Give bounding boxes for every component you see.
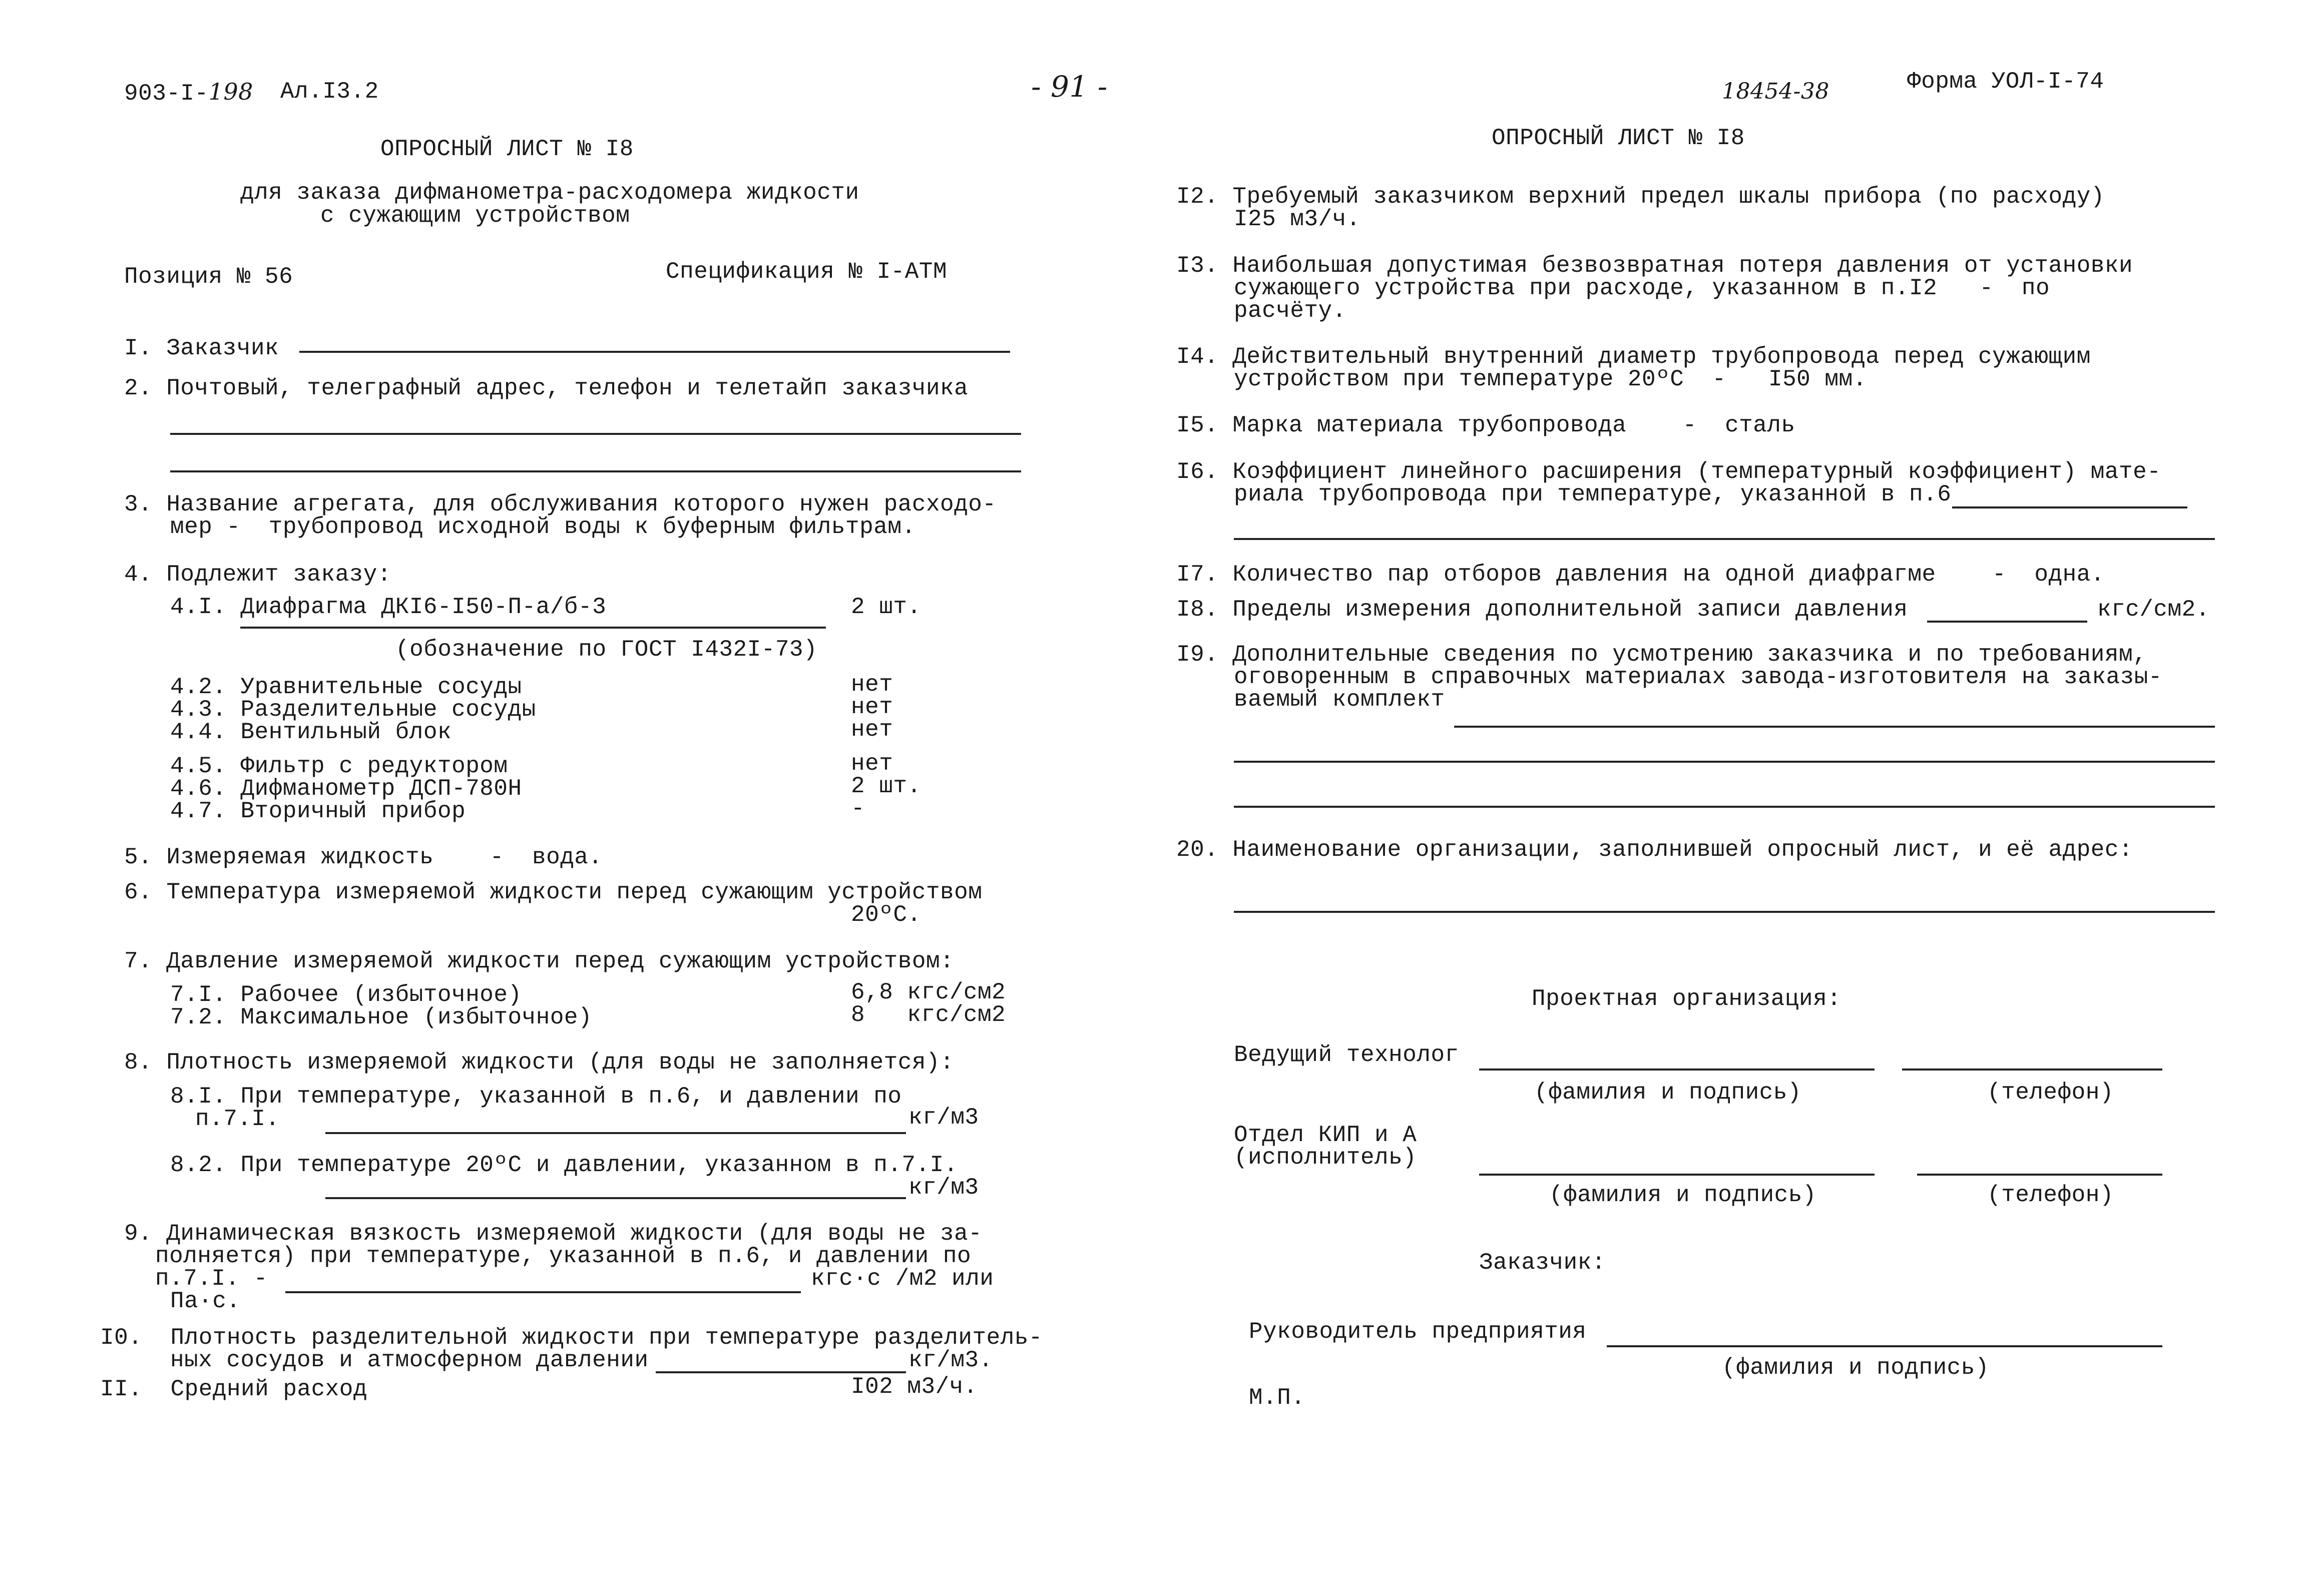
- item-4-1-underline: [240, 627, 826, 629]
- inventory-number: 18454-38: [1722, 79, 1829, 104]
- item-18-label: I8. Пределы измерения дополнительной записи давления: [1176, 597, 1908, 623]
- caption-phone-1: (телефон): [1987, 1080, 2114, 1106]
- lead-technologist-phone-field[interactable]: [1902, 1069, 2162, 1071]
- item-8-2-line-1: 8.2. При температуре 20ºС и давлении, указанном в п.7.I.: [170, 1152, 958, 1178]
- item-15-material: I5. Марка материала трубопровода - сталь: [1176, 412, 1795, 438]
- item-2-field-2[interactable]: [170, 470, 1021, 472]
- item-20-field[interactable]: [1234, 911, 2215, 913]
- item-1-field[interactable]: [299, 351, 1010, 353]
- item-12-line-2: I25 м3/ч.: [1234, 206, 1360, 232]
- item-14-line-1: I4. Действительный внутренний диаметр трубопровода перед сужающим: [1176, 344, 2091, 370]
- dept-label-line-2: (исполнитель): [1234, 1145, 1417, 1171]
- item-4-5-label: 4.5. Фильтр с редуктором: [170, 753, 508, 779]
- item-4-1-qty: 2 шт.: [851, 594, 921, 620]
- doc-code-text: 903-I-: [124, 81, 209, 107]
- item-3-line-2: мер - трубопровод исходной воды к буферным фильтрам.: [170, 514, 916, 540]
- lead-technologist-signature-field[interactable]: [1479, 1069, 1875, 1071]
- item-4-2-label: 4.2. Уравнительные сосуды: [170, 674, 522, 700]
- item-4-order: 4. Подлежит заказу:: [124, 562, 391, 588]
- item-8-density: 8. Плотность измеряемой жидкости (для воды не заполняется):: [124, 1049, 955, 1076]
- item-9-line-3b: кгс·с /м2 или: [811, 1266, 994, 1292]
- item-6-value: 20ºС.: [851, 902, 921, 928]
- item-8-2-unit: кг/м3: [908, 1175, 979, 1201]
- caption-name-3: (фамилия и подпись): [1722, 1355, 1989, 1381]
- left-subtitle-2: с сужающим устройством: [320, 203, 630, 229]
- item-4-3-value: нет: [851, 694, 893, 720]
- item-18-field[interactable]: [1927, 621, 2087, 623]
- item-2-field-1[interactable]: [170, 433, 1021, 435]
- item-10-line-2a: ных сосудов и атмосферном давлении: [170, 1347, 649, 1373]
- item-8-2-field[interactable]: [325, 1197, 906, 1199]
- item-20-organization: 20. Наименование организации, заполнившей опросный лист, и её адрес:: [1176, 837, 2133, 863]
- item-4-1-note: (обозначение по ГОСТ I432I-73): [395, 637, 818, 663]
- item-16-field-1[interactable]: [1952, 506, 2187, 508]
- item-8-1-line-2: п.7.I.: [195, 1106, 280, 1132]
- item-1-customer: I. Заказчик: [124, 335, 279, 361]
- item-4-4-value: нет: [851, 717, 893, 743]
- right-title: ОПРОСНЫЙ ЛИСТ № I8: [1492, 125, 1745, 151]
- item-2-address: 2. Почтовый, телеграфный адрес, телефон и телетайп заказчика: [124, 375, 969, 401]
- caption-phone-2: (телефон): [1987, 1182, 2114, 1208]
- item-4-4-label: 4.4. Вентильный блок: [170, 719, 452, 745]
- item-10-field[interactable]: [656, 1371, 906, 1373]
- item-13-line-1: I3. Наибольшая допустимая безвозвратная потеря давления от установки: [1176, 253, 2133, 279]
- item-19-line-1: I9. Дополнительные сведения по усмотрению заказчика и по требованиям,: [1176, 642, 2147, 668]
- left-title: ОПРОСНЫЙ ЛИСТ № I8: [380, 136, 634, 162]
- item-7-2-label: 7.2. Максимальное (избыточное): [170, 1004, 593, 1030]
- item-4-6-label: 4.6. Дифманометр ДСП-780Н: [170, 776, 522, 802]
- item-12-line-1: I2. Требуемый заказчиком верхний предел шкалы прибора (по расходу): [1176, 184, 2105, 210]
- item-4-1-label: 4.I. Диафрагма ДКI6-I50-П-а/б-3: [170, 594, 607, 620]
- position-label: Позиция № 56: [124, 264, 293, 290]
- item-3-line-1: 3. Название агрегата, для обслуживания которого нужен расходо-: [124, 491, 997, 517]
- customer-heading: Заказчик:: [1479, 1250, 1606, 1276]
- item-9-line-2: полняется) при температуре, указанной в п.6, и давлении по: [155, 1243, 972, 1269]
- caption-name-2: (фамилия и подпись): [1549, 1182, 1816, 1208]
- item-14-line-2: устройством при температуре 20ºС - I50 мм.: [1234, 366, 1867, 392]
- dept-signature-field[interactable]: [1479, 1174, 1875, 1176]
- page-number: - 91 -: [1031, 70, 1108, 104]
- item-4-3-label: 4.3. Разделительные сосуды: [170, 697, 536, 723]
- item-19-field-1[interactable]: [1454, 726, 2215, 728]
- item-11-label: II. Средний расход: [100, 1376, 367, 1402]
- item-19-line-3: ваемый комплект: [1234, 687, 1445, 713]
- item-4-2-value: нет: [851, 672, 893, 698]
- item-7-1-label: 7.I. Рабочее (избыточное): [170, 982, 522, 1008]
- item-11-value: I02 м3/ч.: [851, 1374, 978, 1400]
- item-19-field-2[interactable]: [1234, 761, 2215, 763]
- item-4-5-value: нет: [851, 751, 893, 777]
- doc-code-handwritten: 198: [208, 78, 253, 105]
- item-8-1-unit: кг/м3: [908, 1105, 979, 1131]
- item-7-pressure: 7. Давление измеряемой жидкости перед сужающим устройством:: [124, 948, 955, 974]
- item-16-line-2: риала трубопровода при температуре, указанной в п.6: [1234, 481, 1952, 507]
- specification-label: Спецификация № I-АТМ: [666, 259, 948, 285]
- item-9-field[interactable]: [285, 1291, 801, 1293]
- item-8-1-field[interactable]: [325, 1132, 906, 1134]
- item-13-line-2: сужающего устройства при расходе, указанном в п.I2 - по: [1234, 275, 2050, 301]
- director-signature-field[interactable]: [1607, 1345, 2162, 1347]
- doc-code: [124, 80, 253, 105]
- item-9-line-3a: п.7.I. -: [155, 1266, 268, 1292]
- item-4-7-label: 4.7. Вторичный прибор: [170, 798, 466, 824]
- item-9-line-1: 9. Динамическая вязкость измеряемой жидкости (для воды не за-: [124, 1221, 983, 1247]
- project-org-heading: Проектная организация:: [1532, 986, 1841, 1012]
- lead-technologist-label: Ведущий технолог: [1234, 1042, 1459, 1068]
- sheet-number: Ал.I3.2: [280, 79, 379, 105]
- item-7-1-value: 6,8 кгс/см2: [851, 979, 1006, 1005]
- left-subtitle-1: для заказа дифманометра-расходомера жидкости: [240, 180, 859, 206]
- caption-name-1: (фамилия и подпись): [1534, 1080, 1801, 1106]
- director-label: Руководитель предприятия: [1249, 1319, 1587, 1345]
- dept-phone-field[interactable]: [1917, 1174, 2162, 1176]
- item-6-temperature: 6. Температура измеряемой жидкости перед сужающим устройством: [124, 879, 983, 905]
- item-5-liquid: 5. Измеряемая жидкость - вода.: [124, 844, 603, 870]
- item-4-7-value: -: [851, 796, 865, 822]
- item-16-field-2[interactable]: [1234, 538, 2215, 540]
- item-19-line-2: оговоренным в справочных материалах завода-изготовителя на заказы-: [1234, 664, 2162, 690]
- item-8-1-line-1: 8.I. При температуре, указанной в п.6, и давлении по: [170, 1084, 902, 1110]
- item-4-6-value: 2 шт.: [851, 773, 921, 799]
- stamp-place: М.П.: [1249, 1385, 1305, 1411]
- item-13-line-3: расчёту.: [1234, 298, 1346, 324]
- item-16-line-1: I6. Коэффициент линейного расширения (температурный коэффициент) мате-: [1176, 459, 2161, 485]
- item-17-taps: I7. Количество пар отборов давления на одной диафрагме - одна.: [1176, 562, 2105, 588]
- form-code: Форма УОЛ-I-74: [1907, 69, 2104, 95]
- item-10-line-2b: кг/м3.: [908, 1347, 993, 1373]
- item-19-field-3[interactable]: [1234, 806, 2215, 808]
- item-9-line-4: Па·с.: [170, 1288, 241, 1314]
- dept-label-line-1: Отдел КИП и А: [1234, 1122, 1417, 1148]
- item-7-2-value: 8 кгс/см2: [851, 1002, 1006, 1028]
- item-10-line-1: I0. Плотность разделительной жидкости при температуре разделитель-: [100, 1325, 1043, 1351]
- item-18-unit: кгс/см2.: [2097, 597, 2210, 623]
